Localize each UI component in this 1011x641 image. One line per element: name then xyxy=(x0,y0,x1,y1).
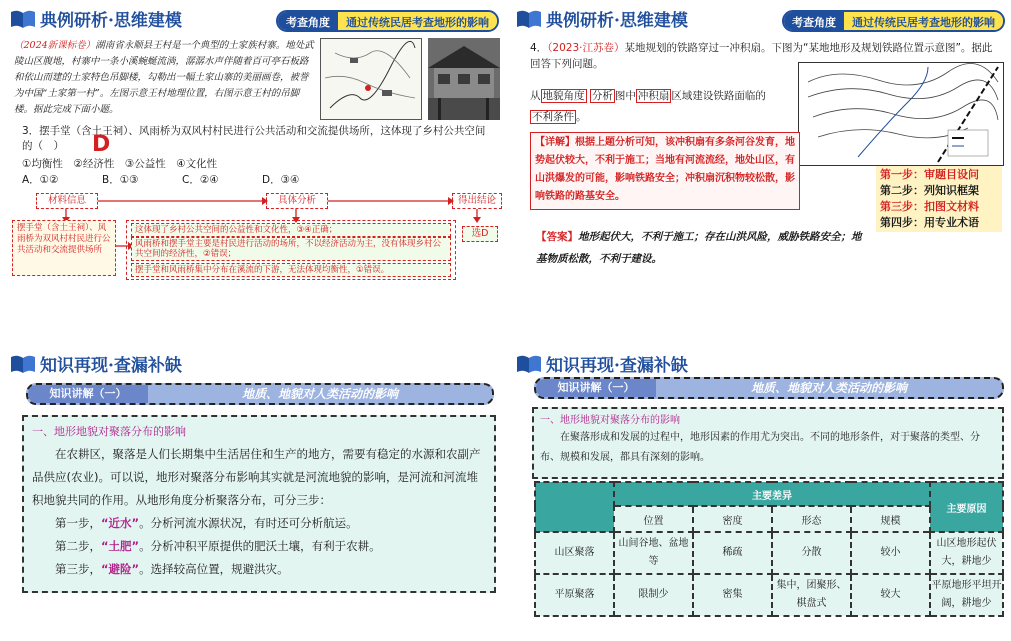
question-ask xyxy=(530,86,798,128)
question-4-number: 4． xyxy=(530,42,548,54)
knowledge-box xyxy=(22,415,496,593)
section-title-text: 典例研析·思维建模 xyxy=(40,11,182,31)
ask-7: 。 xyxy=(576,111,587,123)
knowledge-paragraph: 在农耕区，聚落是人们长期集中生活居住和生产的地方，需要有稳定的水源和农副产品供应(农业)。可以说，地形对聚落分布影响其实就是河流地貌的影响，是河流和河流堆积地貌共同的作用。从地形角度分析聚落分布，可分三步： xyxy=(32,447,481,507)
section-title xyxy=(10,6,182,31)
terrain-railway-map xyxy=(798,62,1004,166)
village-map-image xyxy=(320,38,422,120)
book-icon xyxy=(10,354,36,374)
ask-keyword-fan: 冲积扇 xyxy=(637,90,670,102)
topic-tag xyxy=(276,10,499,32)
settlement-table xyxy=(534,481,1004,617)
ribbon-right: 地质、地貌对人类活动的影响 xyxy=(241,387,398,401)
method-step-3: 第三步：扣图文材料 xyxy=(880,200,979,213)
book-icon xyxy=(516,354,542,374)
analysis-line-2: 风雨桥和摆手堂主要是村民进行活动的场所，不以经济活动为主，没有体现乡村公共空间的经济性，②错误； xyxy=(131,237,451,261)
topic-tag xyxy=(782,10,1005,32)
book-icon xyxy=(10,9,36,29)
ask-keyword-disadvantage: 不利条件 xyxy=(532,111,574,123)
col-form: 形态 xyxy=(772,506,851,532)
cell: 限制少 xyxy=(614,574,693,616)
material-info-box: 摆手堂（含土王祠）、风雨桥为双风村村民进行公共活动和交流提供场所 xyxy=(12,220,116,276)
section-title xyxy=(516,351,688,376)
answer-label: 【答案】 xyxy=(536,231,578,243)
intro-source: （2024新课标卷） xyxy=(14,40,96,51)
topic-ribbon xyxy=(26,383,494,405)
topic-ribbon xyxy=(534,377,1004,399)
analysis-group xyxy=(126,220,456,280)
question-3-text: 3．摆手堂（含土王祠）、风雨桥为双风村村民进行公共活动和交流提供场所，这体现了乡村公共空间的（ ） xyxy=(22,125,486,152)
method-step-4: 第四步：用专业术语 xyxy=(880,216,979,229)
col-position: 位置 xyxy=(614,506,693,532)
answer-block xyxy=(536,226,866,270)
knowledge-heading: 一、地形地貌对聚落分布的影响 xyxy=(32,425,186,438)
section-title-text: 知识再现·查漏补缺 xyxy=(546,356,688,376)
stilt-house-photo xyxy=(428,38,500,120)
ask-3: 图中 xyxy=(614,90,636,102)
choice-b[interactable]: B．①③ xyxy=(102,174,139,186)
section-title-text: 知识再现·查漏补缺 xyxy=(40,356,182,376)
question-4-text: 某地规划的铁路穿过一冲积扇。下图为“某地地形及规划铁路位置示意图”。据此回答下列问题。 xyxy=(530,42,993,70)
answer-text: 地形起伏大，不利于施工；存在山洪风险，威胁铁路安全；地基物质松散，不利于建设。 xyxy=(536,231,862,265)
cell: 分散 xyxy=(772,532,851,574)
panel-example-1 xyxy=(0,0,505,320)
knowledge-paragraph: 在聚落形成和发展的过程中，地形因素的作用尤为突出。不同的地形条件，对于聚落的类型、分布、规模和发展，都具有深刻的影响。 xyxy=(540,432,980,463)
cell: 山间谷地、盆地等 xyxy=(614,532,693,574)
method-steps xyxy=(876,166,1002,232)
method-step-2: 第二步：列知识框架 xyxy=(880,184,979,197)
table-corner xyxy=(535,482,614,532)
knowledge-step-3: 第三步，“避险”。选择较高位置，规避洪灾。 xyxy=(55,562,289,576)
col-density: 密度 xyxy=(693,506,772,532)
analysis-line-1: 这体现了乡村公共空间的公益性和文化性，③④正确； xyxy=(131,223,451,237)
tag-label: 考查角度 xyxy=(278,12,338,30)
table-row xyxy=(535,574,1003,616)
knowledge-box xyxy=(532,407,1004,479)
flow-arrows xyxy=(0,185,505,225)
ask-5: 区域建设铁路面临的 xyxy=(671,90,766,102)
detail-text: 根据上题分析可知，该冲积扇有多条河谷发育，地势起伏较大，不利于施工；当地有河流流经，地处山区，有山洪爆发的可能，影响铁路安全；冲积扇沉积物较松散，影响铁路的路基安全。 xyxy=(535,137,795,202)
ask-0: 从 xyxy=(530,90,541,102)
header-main-cause: 主要原因 xyxy=(930,482,1003,532)
tag-value: 通过传统民居考查地形的影响 xyxy=(338,12,497,30)
row-name: 平原聚落 xyxy=(535,574,614,616)
ask-keyword-analyze: 分析 xyxy=(591,90,613,102)
row-name: 山区聚落 xyxy=(535,532,614,574)
analysis-line-3: 摆手堂和风雨桥集中分布在溪流的下游，无法体现均衡性，①错误。 xyxy=(131,263,451,277)
col-scale: 规模 xyxy=(851,506,930,532)
intro-paragraph xyxy=(14,38,314,118)
flow-box-analysis: 具体分析 xyxy=(266,193,328,209)
panel-knowledge-2 xyxy=(506,321,1011,641)
detail-box xyxy=(530,132,800,210)
section-title xyxy=(516,6,688,31)
cell: 密集 xyxy=(693,574,772,616)
cell-cause: 平原地形平坦开阔，耕地少 xyxy=(930,574,1003,616)
flow-box-info: 材料信息 xyxy=(36,193,98,209)
ribbon-left: 知识讲解（一） xyxy=(28,385,148,403)
ask-keyword-landform: 地貌角度 xyxy=(542,90,585,102)
cell: 较大 xyxy=(851,574,930,616)
choice-d[interactable]: D．③④ xyxy=(262,174,300,186)
cell: 集中，团聚形、棋盘式 xyxy=(772,574,851,616)
question-3-options: ①均衡性 ②经济性 ③公益性 ④文化性 xyxy=(22,158,218,170)
ribbon-left: 知识讲解（一） xyxy=(536,379,656,397)
tag-value: 通过传统民居考查地形的影响 xyxy=(844,12,1003,30)
intro-text: 湖南省永顺县王村是一个典型的土家族村寨。地处武陵山区腹地，村寨中一条小溪蜿蜒流淌，潺潺水声伴随着百可亭石板路和依山而建的土家特色吊脚楼，勾勒出一幅土家山寨的美丽画卷，被誉为中国“土家第一村”。左图示意王村地理位置，右图示意王村的吊脚楼。据此完成下面小题。 xyxy=(14,40,314,115)
cell: 较小 xyxy=(851,532,930,574)
ribbon-right: 地质、地貌对人类活动的影响 xyxy=(750,381,907,395)
flow-box-conclusion: 得出结论 xyxy=(452,193,502,209)
answer-mark: D xyxy=(92,132,111,157)
knowledge-step-2: 第二步，“土肥”。分析冲积平原提供的肥沃土壤，有利于农耕。 xyxy=(55,539,381,553)
header-main-diff: 主要差异 xyxy=(614,482,930,506)
question-4-source: （2023·江苏卷） xyxy=(547,42,625,54)
conclusion-box: 选D xyxy=(462,226,498,242)
panel-example-2 xyxy=(506,0,1011,320)
table-row xyxy=(535,532,1003,574)
section-title xyxy=(10,351,182,376)
method-step-1: 第一步：审题目设问 xyxy=(880,168,979,181)
tag-label: 考查角度 xyxy=(784,12,844,30)
section-title-text: 典例研析·思维建模 xyxy=(546,11,688,31)
choice-c[interactable]: C．②④ xyxy=(182,174,219,186)
choice-a[interactable]: A．①② xyxy=(22,174,59,186)
cell-cause: 山区地形起伏大，耕地少 xyxy=(930,532,1003,574)
cell: 稀疏 xyxy=(693,532,772,574)
knowledge-heading: 一、地形地貌对聚落分布的影响 xyxy=(540,415,680,426)
detail-label: 【详解】 xyxy=(535,137,575,148)
panel-knowledge-1 xyxy=(0,321,505,641)
knowledge-step-1: 第一步，“近水”。分析河流水源状况，有时还可分析航运。 xyxy=(55,516,358,530)
book-icon xyxy=(516,9,542,29)
